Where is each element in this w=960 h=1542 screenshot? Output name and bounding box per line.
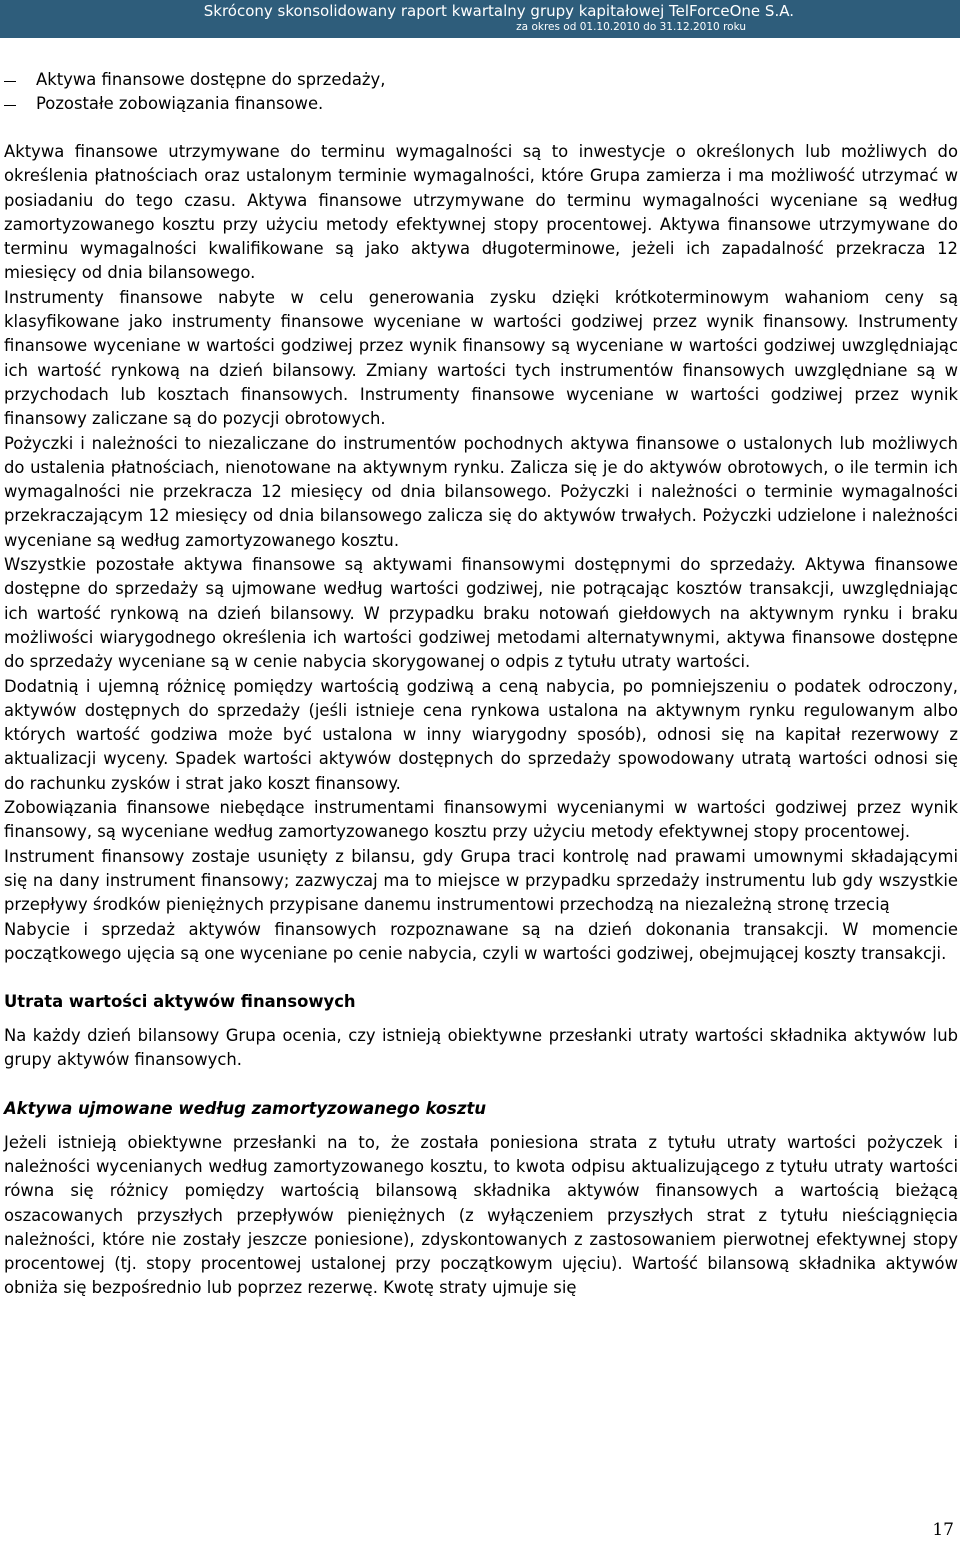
document-body [4,68,958,1301]
paragraph-impairment: Na każdy dzień bilansowy Grupa ocenia, czy istnieją obiektywne przesłanki utraty wartości składnika aktywów lub grupy aktywów finansowych. [4,1026,958,1070]
paragraph-available-for-sale: Wszystkie pozostałe aktywa finansowe są aktywami finansowymi dostępnymi do sprzedaży. Aktywa finansowe dostępne do sprzedaży są ujmowane według wartości godziwej, nie potrącając kosztów transakcji, uwzględniając ich wartość rynkową na dzień bilansowy. W przypadku braku notowań giełdowych na aktywnym rynku i braku możliwości wiarygodnego określenia ich wartości godziwej metodami alternatywnymi, aktywa finansowe dostępne do sprzedaży wyceniane są w cenie nabycia skorygowanej o odpis z tytułu utraty wartości. [4,555,958,672]
paragraph-loans-receivables: Pożyczki i należności to niezaliczane do instrumentów pochodnych aktywa finansowe o ustalonych lub możliwych do ustalenia płatnościach, nienotowane na aktywnym rynku. Zalicza się je do aktywów obrotowych, o ile termin ich wymagalności nie przekracza 12 miesięcy od dnia bilansowego. Pożyczki i należności o terminie wymagalności przekraczającym 12 miesięcy od dnia bilansowego zalicza się do aktywów trwałych. Pożyczki udzielone i należności wyceniane są według zamortyzowanego kosztu. [4,433,958,550]
section-heading-impairment: Utrata wartości aktywów finansowych [4,992,356,1012]
report-period: za okres od 01.10.2010 do 31.12.2010 roku [516,21,746,33]
paragraph-fair-value-difference: Dodatnią i ujemną różnicę pomiędzy wartością godziwą a ceną nabycia, po pomniejszeniu o podatek odroczony, aktywów dostępnych do sprzedaży (jeśli istnieje cena rynkowa ustalona na aktywnym rynku regulowanym albo których wartość godziwa może być ustalona w inny wiarygodny sposób), odnosi się na kapitał rezerwowy z aktualizacji wyceny. Spadek wartości aktywów dostępnych do sprzedaży spowodowany utratą wartości odnosi się do rachunku zysków i strat jako koszt finansowy. [4,676,958,793]
dash-list [4,68,958,116]
paragraph-derecognition: Instrument finansowy zostaje usunięty z bilansu, gdy Grupa traci kontrolę nad prawami umownymi składającymi się na dany instrument finansowy; zazwyczaj ma to miejsce w przypadku sprzedaży instrumentu lub gdy wszystkie przepływy środków pieniężnych przypisane danemu instrumentowi przechodzą na niezależną stronę trzecią [4,846,958,915]
list-item: Aktywa finansowe dostępne do sprzedaży, [4,68,958,92]
paragraph-acquisition-sale: Nabycie i sprzedaż aktywów finansowych rozpoznawane są na dzień dokonania transakcji. W momencie początkowego ujęcia są one wyceniane po cenie nabycia, czyli w wartości godziwej, obejmującej koszty transakcji. [4,919,958,963]
report-title: Skrócony skonsolidowany raport kwartalny grupy kapitałowej TelForceOne S.A. [203,2,794,20]
page-number: 17 [932,1520,954,1540]
section-heading-amortized-cost: Aktywa ujmowane według zamortyzowanego kosztu [4,1098,486,1118]
paragraph-held-to-maturity: Aktywa finansowe utrzymywane do terminu wymagalności są to inwestycje o określonych lub możliwych do określenia płatnościach oraz ustalonym terminie wymagalności, które Grupa zamierza i ma możliwość utrzymać w posiadaniu do tego czasu. Aktywa finansowe utrzymywane do terminu wymagalności wyceniane są według zamortyzowanego kosztu przy użyciu metody efektywnej stopy procentowej. Aktywa finansowe utrzymywane do terminu wymagalności kwalifikowane są jako aktywa długoterminowe, jeżeli ich zapadalność przekracza 12 miesięcy od dnia bilansowego. [4,142,958,283]
paragraph-financial-liabilities: Zobowiązania finansowe niebędące instrumentami finansowymi wycenianymi w wartości godziwej przez wynik finansowy, są wyceniane według zamortyzowanego kosztu przy użyciu metody efektywnej stopy procentowej. [4,798,958,842]
list-item: Pozostałe zobowiązania finansowe. [4,92,958,116]
page-header [0,0,960,38]
paragraph-amortized-cost: Jeżeli istnieją obiektywne przesłanki na to, że została poniesiona strata z tytułu utraty wartości pożyczek i należności wycenianych według zamortyzowanego kosztu, to kwota odpisu aktualizującego z tytułu utraty wartości równa się różnicy pomiędzy wartością bilansową składnika aktywów finansowych a wartością bieżącą oszacowanych przyszłych przepływów pieniężnych (z wyłączeniem przyszłych strat z tytułu nieściągnięcia należności, które nie zostały jeszcze poniesione), zdyskontowanych z zastosowaniem pierwotnej efektywnej stopy procentowej (tj. stopy procentowej ustalonej przy początkowym ujęciu). Wartość bilansową składnika aktywów obniża się bezpośrednio lub poprzez rezerwę. Kwotę straty ujmuje się [4,1132,958,1298]
paragraph-trading-instruments: Instrumenty finansowe nabyte w celu generowania zysku dzięki krótkoterminowym wahaniom ceny są klasyfikowane jako instrumenty finansowe wyceniane w wartości godziwej przez wynik finansowy. Instrumenty finansowe wyceniane w wartości godziwej przez wynik finansowy są wyceniane w wartości godziwej uwzględniając ich wartość rynkową na dzień bilansowy. Zmiany wartości tych instrumentów finansowych uwzględniane są w przychodach lub kosztach finansowych. Instrumenty finansowe wyceniane w wartości godziwej przez wynik finansowy zaliczane są do pozycji obrotowych. [4,287,958,429]
